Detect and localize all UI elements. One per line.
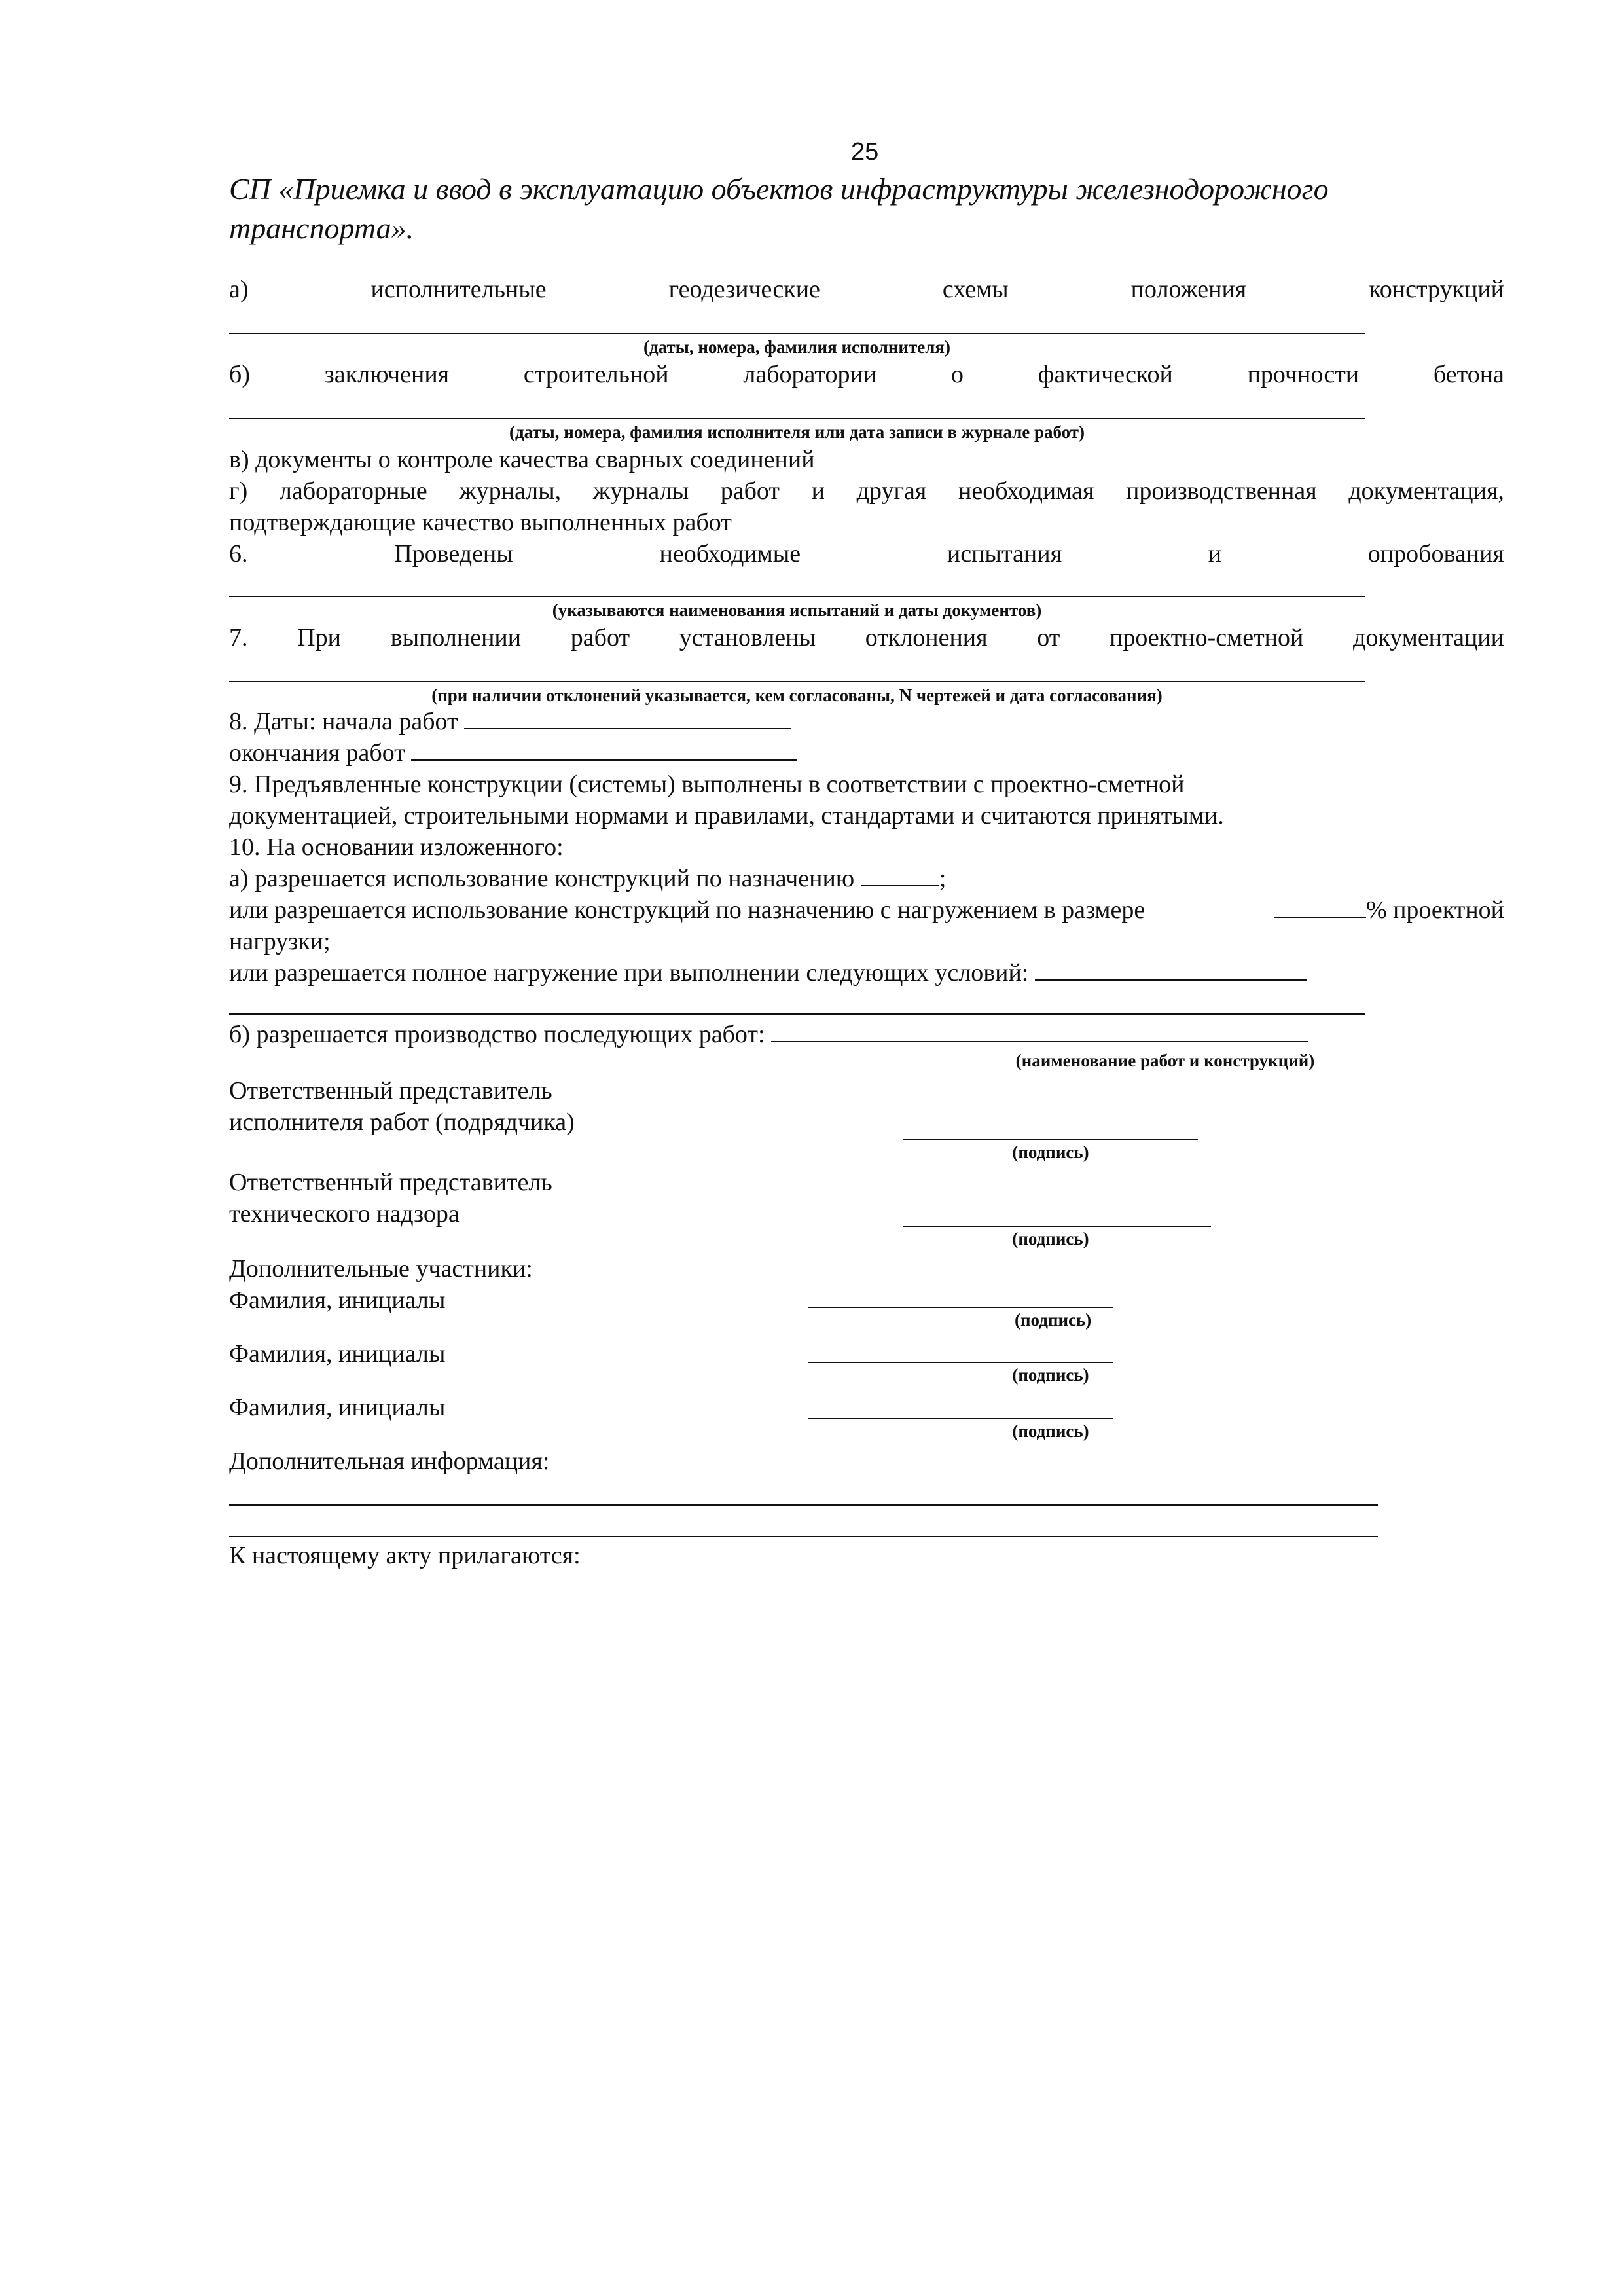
- additional-info-label: Дополнительная информация:: [229, 1448, 550, 1475]
- subsequent-works-field[interactable]: [771, 1021, 1308, 1042]
- item-g-line2: подтверждающие качество выполненных работ: [229, 509, 732, 536]
- item-10-load-row: [229, 894, 1504, 926]
- item-b-word: строительной: [523, 361, 669, 388]
- item-g-word: и: [811, 477, 825, 505]
- document-header-line1: СП «Приемка и ввод в эксплуатацию объектов инфраструктуры железнодорожного: [229, 172, 1329, 206]
- participant-2-label: Фамилия, инициалы: [229, 1340, 446, 1368]
- contractor-signature-line[interactable]: [903, 1139, 1198, 1140]
- item-10-b-caption: (наименование работ и конструкций): [1015, 1051, 1315, 1070]
- item-b-word: заключения: [324, 361, 450, 388]
- item-10-a-end: ;: [939, 865, 947, 892]
- contractor-rep-label: Ответственный представитель: [229, 1077, 552, 1104]
- attachments-label: К настоящему акту прилагаются:: [229, 1542, 581, 1569]
- item-7-word: 7.: [229, 624, 248, 651]
- item-g-word: журналы: [592, 477, 689, 505]
- item-7-word: При: [297, 624, 341, 651]
- item-10-full-load-row: [229, 957, 1307, 989]
- item-b-word: б): [229, 361, 250, 388]
- item-7-word: работ: [570, 624, 630, 651]
- item-a-word: исполнительные: [370, 276, 547, 303]
- item-b-caption: (даты, номера, фамилия исполнителя или дата записи в журнале работ): [509, 422, 1085, 442]
- item-6-word: и: [1208, 540, 1222, 568]
- item-g-word: лабораторные: [279, 477, 427, 505]
- item-10-b-label: б) разрешается производство последующих работ:: [229, 1021, 765, 1048]
- conditions-field[interactable]: [1035, 960, 1307, 981]
- item-7-word: отклонения: [865, 624, 988, 651]
- document-header-line2: транспорта».: [229, 211, 414, 245]
- item-g-word: работ: [720, 477, 780, 505]
- end-date-field[interactable]: [411, 740, 797, 761]
- item-b-word: о: [950, 361, 964, 388]
- start-date-label: 8. Даты: начала работ: [229, 708, 458, 735]
- page-number: 25: [851, 138, 879, 166]
- load-percent-field[interactable]: [1274, 897, 1366, 918]
- item-10-load-tail: [1274, 894, 1504, 926]
- item-7-text: [229, 622, 1504, 653]
- item-g-word: необходимая: [958, 477, 1094, 505]
- item-a-text: [229, 274, 1504, 305]
- item-6-word: испытания: [947, 540, 1062, 568]
- item-10-a-row: [229, 863, 946, 894]
- item-b-word: прочности: [1247, 361, 1360, 388]
- participant-2-signature-line[interactable]: [808, 1362, 1113, 1363]
- item-6-text: [229, 538, 1504, 570]
- item-7-word: от: [1037, 624, 1060, 651]
- item-a-word: а): [229, 276, 249, 303]
- supervision-rep-label: Ответственный представитель: [229, 1169, 552, 1196]
- item-b-word: фактической: [1038, 361, 1173, 388]
- item-g-word: г): [229, 477, 248, 505]
- item-10-load-unit: % проектной: [1365, 896, 1504, 924]
- supervision-signature-line[interactable]: [903, 1226, 1211, 1227]
- supervision-rep-label-line2: технического надзора: [229, 1200, 460, 1228]
- item-a-caption: (даты, номера, фамилия исполнителя): [643, 337, 950, 357]
- item-10-a-label: а) разрешается использование конструкций по назначению: [229, 865, 855, 892]
- item-7-word: выполнении: [390, 624, 522, 651]
- item-g-word: другая: [856, 477, 927, 505]
- item-8-end-row: [229, 737, 797, 769]
- item-6-word: необходимые: [659, 540, 801, 568]
- additional-participants-title: Дополнительные участники:: [229, 1255, 533, 1283]
- participant-3-label: Фамилия, инициалы: [229, 1394, 446, 1421]
- item-6-word: 6.: [229, 540, 248, 568]
- additional-info-line-1[interactable]: [229, 1504, 1378, 1506]
- participant-1-signature-caption: (подпись): [1015, 1310, 1092, 1330]
- item-v-text: в) документы о контроле качества сварных соединений: [229, 446, 815, 473]
- item-a-word: схемы: [942, 276, 1009, 303]
- item-a-word: геодезические: [668, 276, 820, 303]
- item-9-line1: 9. Предъявленные конструкции (системы) выполнены в соответствии с проектно-сметной: [229, 771, 1185, 798]
- item-8-start-row: [229, 706, 791, 737]
- item-7-fill-line[interactable]: [229, 681, 1365, 682]
- item-g-word: журналы,: [459, 477, 562, 505]
- end-date-label: окончания работ: [229, 739, 405, 767]
- item-7-word: документации: [1353, 624, 1504, 651]
- item-10-load-label: или разрешается использование конструкций по назначению с нагружением в размере: [229, 896, 1146, 924]
- item-6-word: Проведены: [394, 540, 513, 568]
- item-6-caption: (указываются наименования испытаний и даты документов): [552, 600, 1042, 620]
- participant-3-signature-line[interactable]: [808, 1418, 1113, 1419]
- participant-2-signature-caption: (подпись): [1012, 1365, 1089, 1385]
- item-a-fill-line[interactable]: [229, 333, 1365, 334]
- participant-1-signature-line[interactable]: [808, 1307, 1113, 1308]
- start-date-field[interactable]: [464, 708, 791, 729]
- usage-field[interactable]: [861, 866, 939, 886]
- item-10-load-line2: нагрузки;: [229, 928, 331, 955]
- supervision-signature-caption: (подпись): [1012, 1229, 1089, 1248]
- item-g-word: производственная: [1126, 477, 1317, 505]
- item-10-full-load-label: или разрешается полное нагружение при выполнении следующих условий:: [229, 959, 1029, 987]
- item-b-word: лаборатории: [743, 361, 877, 388]
- item-a-word: конструкций: [1369, 276, 1504, 303]
- item-10-intro: 10. На основании изложенного:: [229, 833, 564, 861]
- participant-1-label: Фамилия, инициалы: [229, 1286, 446, 1314]
- item-7-word: установлены: [679, 624, 816, 651]
- item-b-word: бетона: [1433, 361, 1504, 388]
- item-6-word: опробования: [1367, 540, 1504, 568]
- item-g-word: документация,: [1348, 477, 1504, 505]
- item-b-text: [229, 359, 1504, 390]
- item-7-caption: (при наличии отклонений указывается, кем согласованы, N чертежей и дата согласования): [431, 685, 1163, 705]
- item-7-word: проектно-сметной: [1110, 624, 1304, 651]
- item-9-line2: документацией, строительными нормами и правилами, стандартами и считаются принятыми.: [229, 802, 1224, 829]
- participant-3-signature-caption: (подпись): [1012, 1421, 1089, 1441]
- contractor-signature-caption: (подпись): [1012, 1142, 1089, 1162]
- conditions-continuation-line[interactable]: [229, 1013, 1365, 1015]
- contractor-rep-label-line2: исполнителя работ (подрядчика): [229, 1108, 575, 1136]
- item-b-fill-line[interactable]: [229, 418, 1365, 419]
- item-a-word: положения: [1130, 276, 1247, 303]
- item-6-fill-line[interactable]: [229, 596, 1365, 597]
- item-10-b-row: [229, 1019, 1308, 1050]
- item-g-line1: [229, 475, 1504, 507]
- additional-info-line-2[interactable]: [229, 1536, 1378, 1537]
